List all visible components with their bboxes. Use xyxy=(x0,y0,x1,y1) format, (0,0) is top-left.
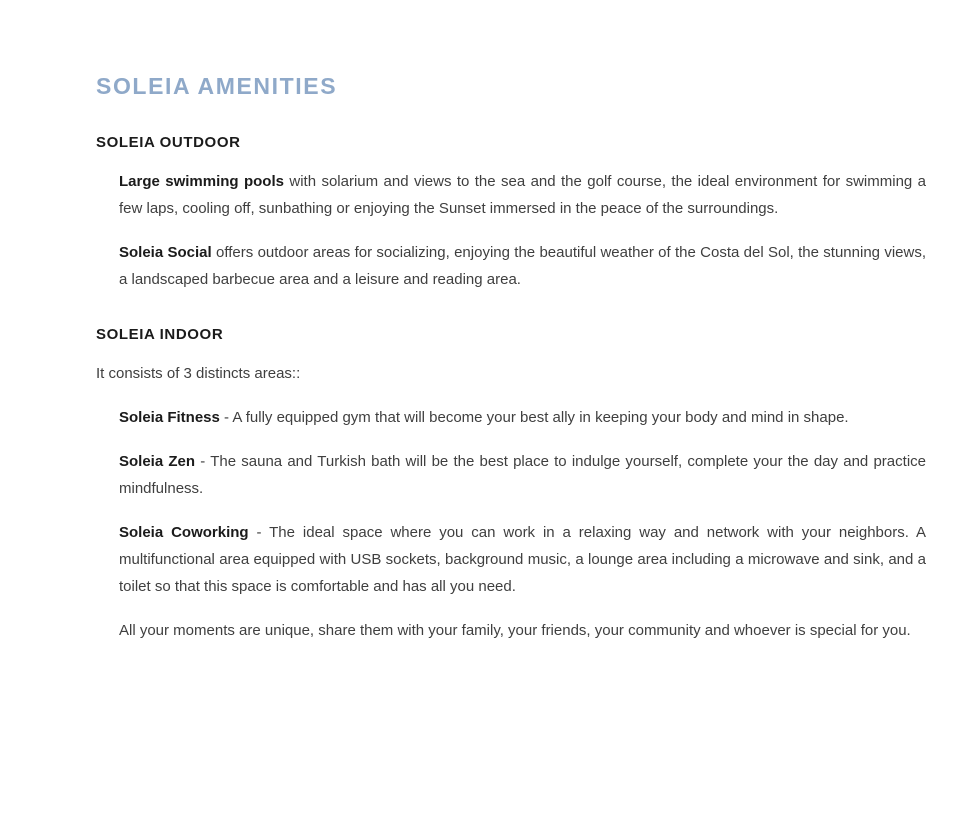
paragraph-soleia-fitness xyxy=(96,404,926,431)
paragraph-lead: Soleia Coworking xyxy=(119,524,249,541)
section-heading-indoor: SOLEIA INDOOR xyxy=(96,326,224,343)
paragraph-text: - The sauna and Turkish bath will be the best place to indulge yourself, complete your the day and practice mindfulness. xyxy=(119,453,926,497)
paragraph-soleia-coworking xyxy=(96,519,926,600)
paragraph-lead: Soleia Social xyxy=(119,244,212,261)
section-heading-outdoor: SOLEIA OUTDOOR xyxy=(96,134,241,151)
paragraph-text: - The ideal space where you can work in a relaxing way and network with your neighbors. A multifunctional area equipped with USB sockets, background music, a lounge area including a microwave and sink, and a toilet so that this space is comfortable and has all you need. xyxy=(119,524,926,595)
paragraph-lead: Soleia Fitness xyxy=(119,409,220,426)
paragraph-text: offers outdoor areas for socializing, enjoying the beautiful weather of the Costa del Sol, the stunning views, a landscaped barbecue area and a leisure and reading area. xyxy=(119,244,926,288)
paragraph-soleia-social xyxy=(96,239,926,293)
paragraph-intro: It consists of 3 distincts areas:: xyxy=(96,365,301,382)
paragraph-text: - A fully equipped gym that will become your best ally in keeping your body and mind in shape. xyxy=(224,409,849,426)
paragraph-text: with solarium and views to the sea and the golf course, the ideal environment for swimming a few laps, cooling off, sunbathing or enjoying the Sunset immersed in the peace of the surroundings. xyxy=(119,173,926,217)
paragraph-lead: Large swimming pools xyxy=(119,173,284,190)
paragraph-large-swimming-pools xyxy=(96,168,926,222)
paragraph-closing xyxy=(96,617,926,644)
page-title: SOLEIA AMENITIES xyxy=(96,73,338,99)
paragraph-text: All your moments are unique, share them with your family, your friends, your community and whoever is special for you. xyxy=(119,622,911,639)
paragraph-soleia-zen xyxy=(96,448,926,502)
paragraph-lead: Soleia Zen xyxy=(119,453,196,470)
document-content xyxy=(96,72,926,644)
